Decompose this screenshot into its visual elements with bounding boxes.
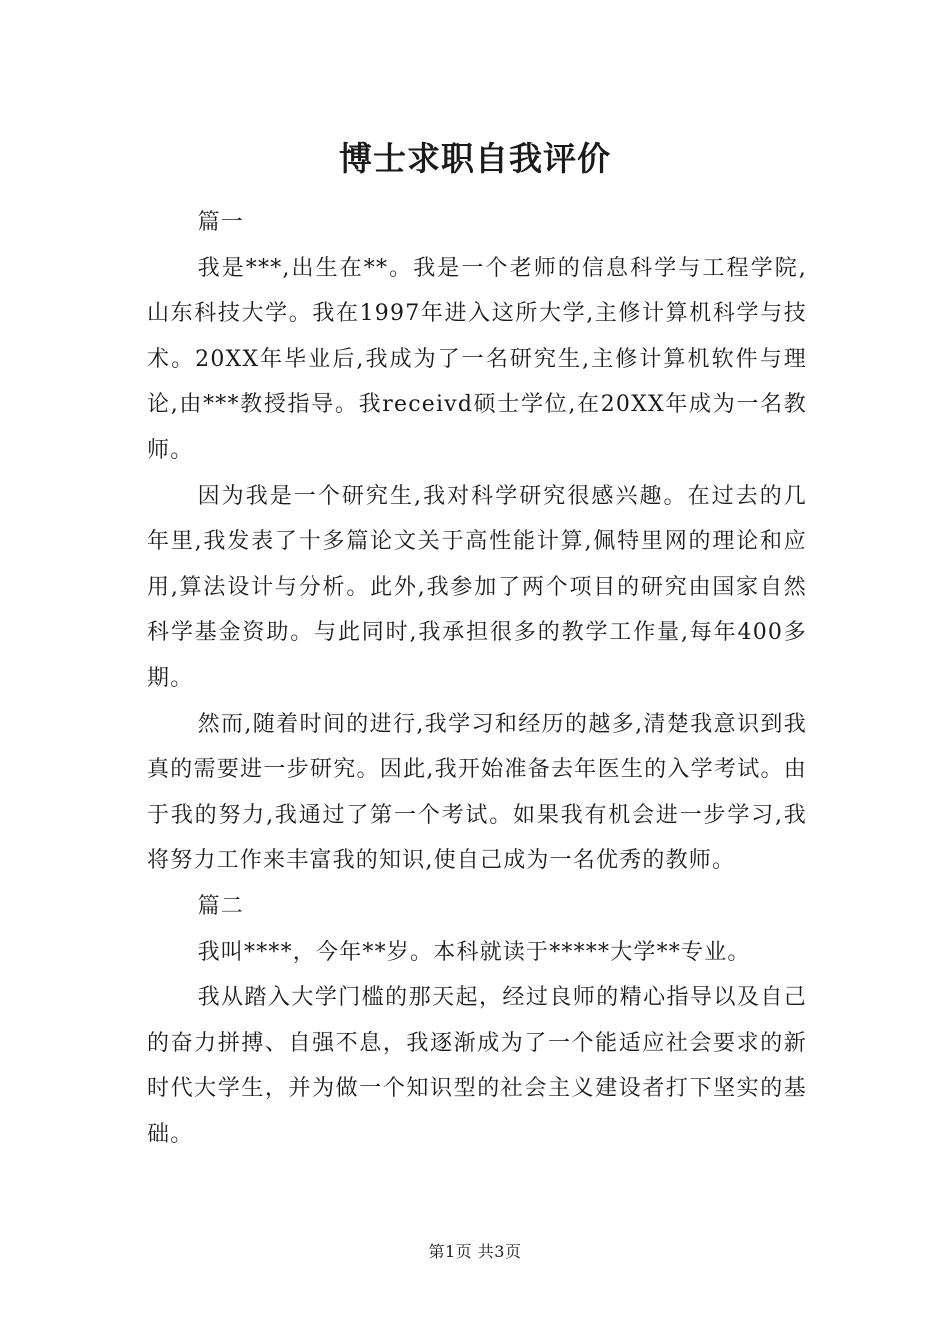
paragraph: 我是***,出生在**。我是一个老师的信息科学与工程学院,山东科技大学。我在1997年进入这所大学,主修计算机科学与技术。20XX年毕业后,我成为了一名研究生,主修计算机软件与理论,由***教授指导。我receivd硕士学位,在20XX年成为一名教师。 [147,255,807,463]
paragraph: 我从踏入大学门槛的那天起，经过良师的精心指导以及自己的奋力拼搏、自强不息，我逐渐成为了一个能适应社会要求的新时代大学生，并为做一个知识型的社会主义建设者打下坚实的基础。 [147,985,807,1147]
paragraph: 然而,随着时间的进行,我学习和经历的越多,清楚我意识到我真的需要进一步研究。因此,我开始准备去年医生的入学考试。由于我的努力,我通过了第一个考试。如果我有机会进一步学习,我将努力工作来丰富我的知识,使自己成为一名优秀的教师。 [147,711,807,874]
section-heading-2: 篇二 [197,893,244,919]
paragraph: 因为我是一个研究生,我对科学研究很感兴趣。在过去的几年里,我发表了十多篇论文关于高性能计算,佩特里网的理论和应用,算法设计与分析。此外,我参加了两个项目的研究由国家自然科学基金资助。与此同时,我承担很多的教学工作量,每年400多期。 [147,483,807,691]
section-heading-1: 篇一 [197,210,244,235]
paragraph: 我叫****，今年**岁。本科就读于*****大学**专业。 [197,939,751,965]
document-title: 博士求职自我评价 [339,139,611,178]
document-body [147,200,807,1157]
page-footer: 第1页 共3页 [428,1242,522,1261]
